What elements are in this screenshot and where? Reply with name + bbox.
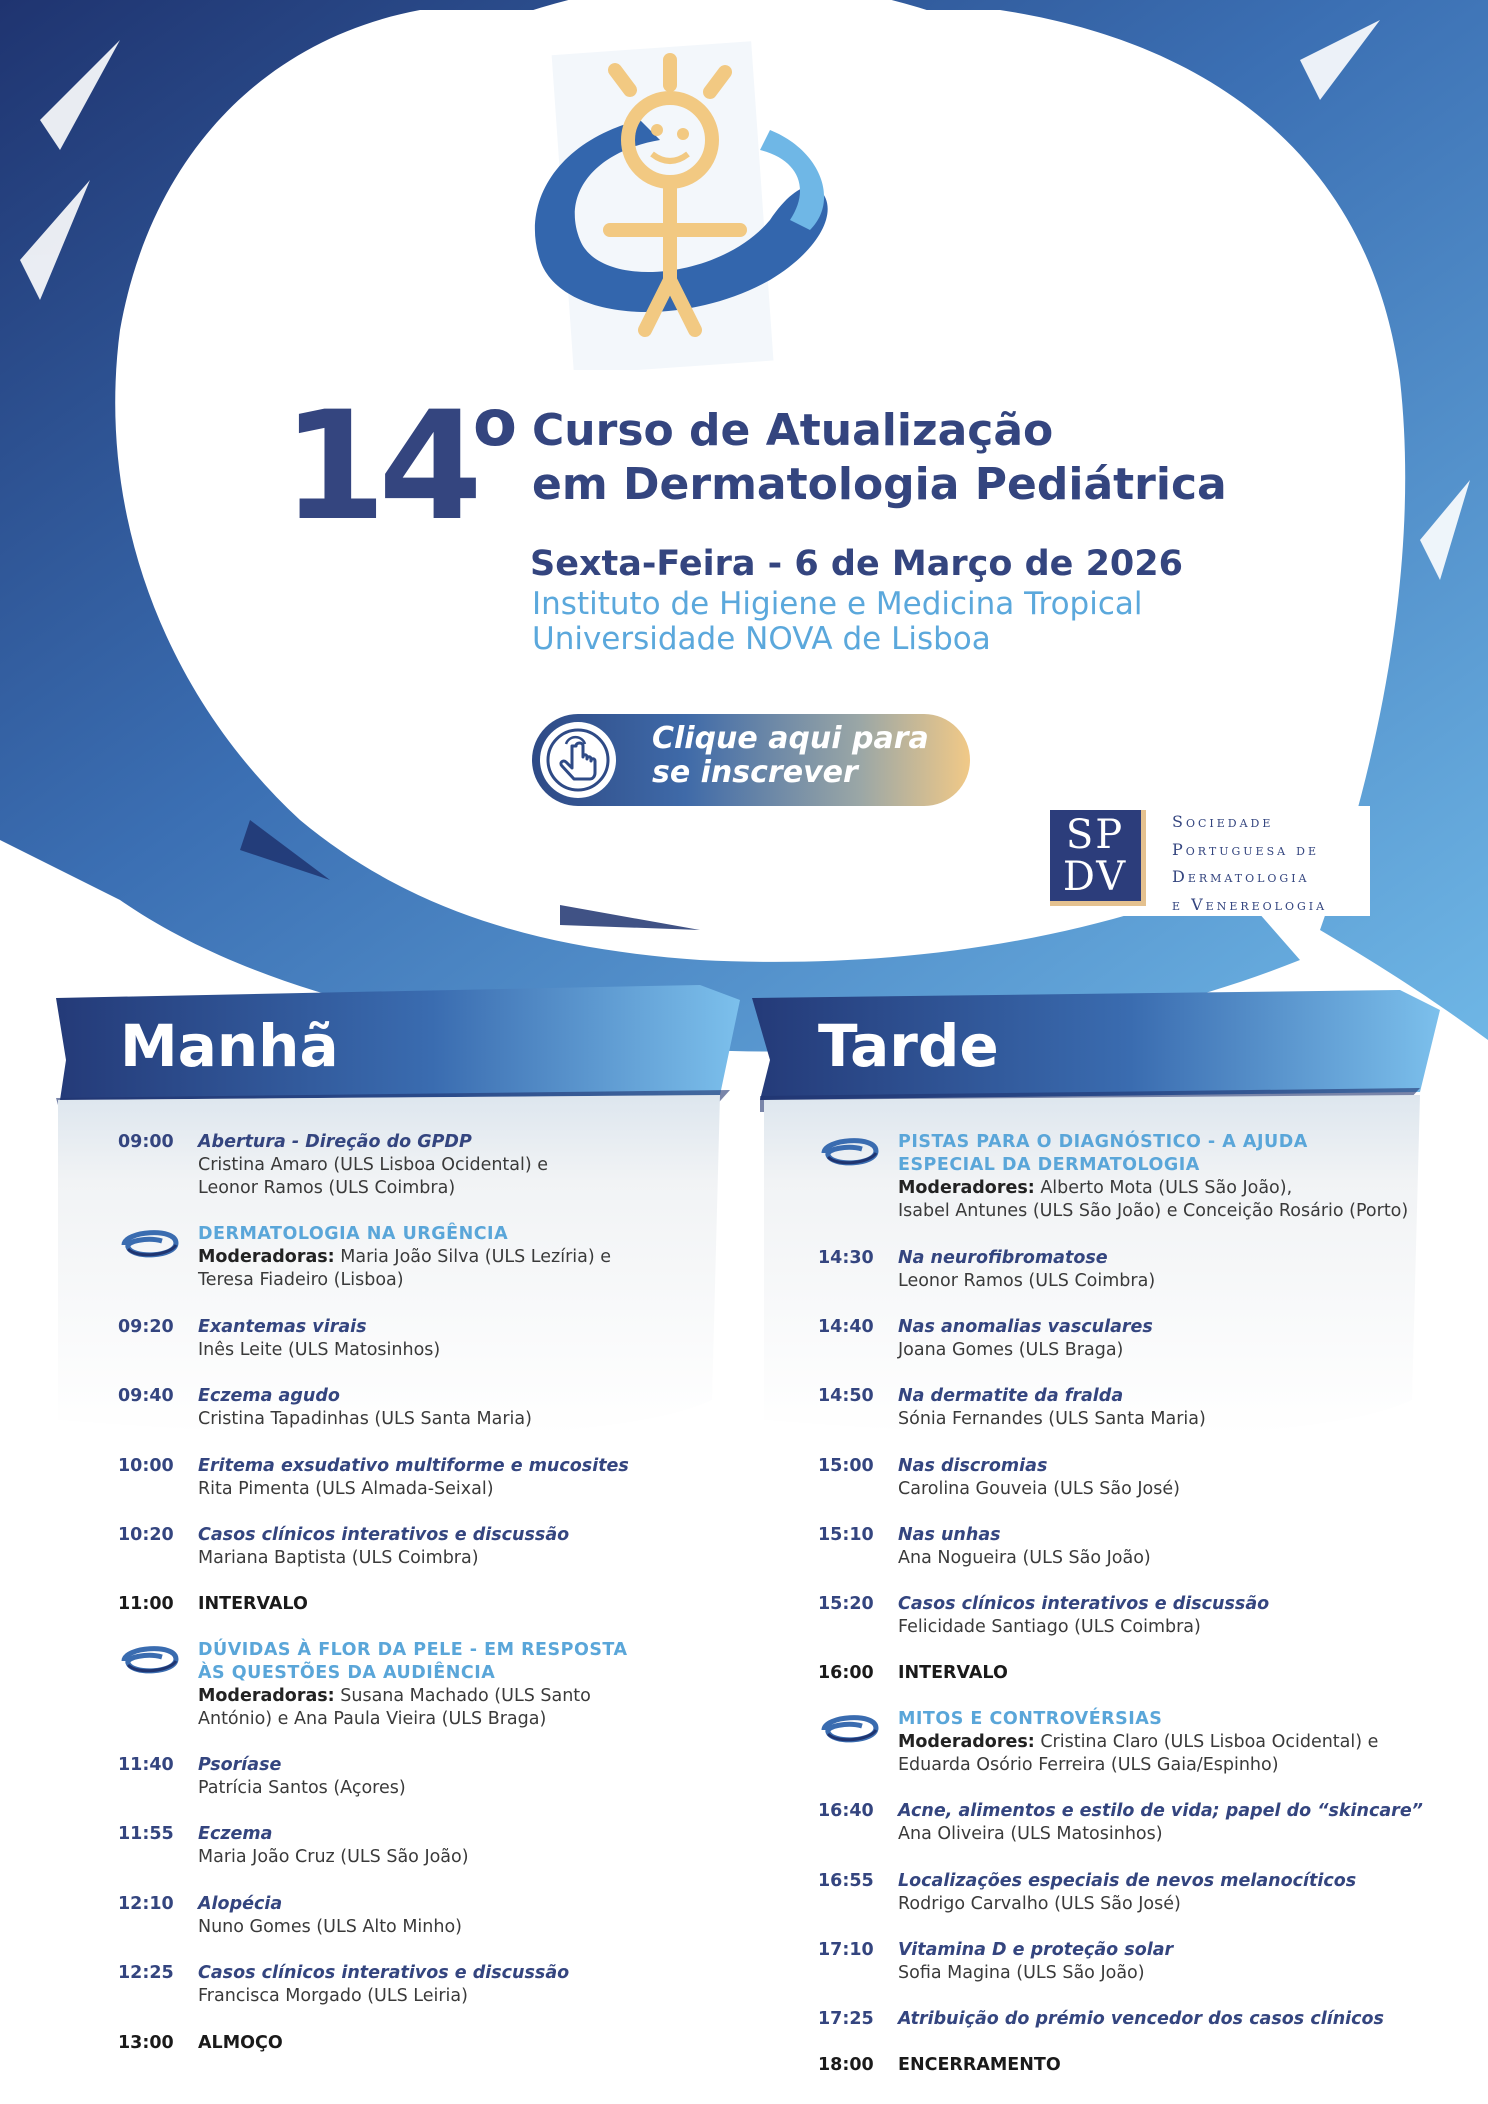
item-speaker: Rodrigo Carvalho (ULS São José) xyxy=(898,1894,1181,1914)
item-speaker: Joana Gomes (ULS Braga) xyxy=(898,1340,1124,1360)
course-title-line1: Curso de Atualização xyxy=(532,405,1054,456)
register-button[interactable] xyxy=(532,714,970,806)
item-title: Acne, alimentos e estilo de vida; papel do “skincare” xyxy=(898,1801,1423,1821)
item-title: Localizações especiais de nevos melanocíticos xyxy=(898,1871,1357,1891)
session-ribbon-icon xyxy=(118,1223,182,1263)
item-speaker: Leonor Ramos (ULS Coimbra) xyxy=(898,1271,1156,1291)
society-name-line: Dermatologia xyxy=(1172,867,1310,886)
item-speaker: Maria João Cruz (ULS São João) xyxy=(198,1847,469,1867)
item-time: 11:55 xyxy=(118,1824,174,1844)
item-time: 12:10 xyxy=(118,1894,174,1914)
hand-pointer-icon xyxy=(540,722,616,798)
item-time: 17:25 xyxy=(818,2009,874,2029)
item-time: 11:00 xyxy=(118,1594,174,1614)
item-title: Psoríase xyxy=(198,1755,282,1775)
session-ribbon-icon xyxy=(818,1708,882,1748)
item-time: 10:20 xyxy=(118,1525,174,1545)
item-speaker: Francisca Morgado (ULS Leiria) xyxy=(198,1986,468,2006)
course-title-line2: em Dermatologia Pediátrica xyxy=(532,459,1227,510)
item-speaker: Rita Pimenta (ULS Almada-Seixal) xyxy=(198,1479,494,1499)
moderators-label: Moderadoras: xyxy=(198,1686,335,1706)
session-ribbon-icon xyxy=(818,1131,882,1171)
moderators-names: António) e Ana Paula Vieira (ULS Braga) xyxy=(198,1709,547,1729)
item-speaker: Inês Leite (ULS Matosinhos) xyxy=(198,1340,441,1360)
item-speaker: Sónia Fernandes (ULS Santa Maria) xyxy=(898,1409,1206,1429)
item-title: Casos clínicos interativos e discussão xyxy=(898,1594,1270,1614)
venue-line2: Universidade NOVA de Lisboa xyxy=(532,621,991,657)
item-speaker: Cristina Tapadinhas (ULS Santa Maria) xyxy=(198,1409,532,1429)
item-time: 10:00 xyxy=(118,1456,174,1476)
monogram-top: SP xyxy=(1065,812,1125,858)
society-name-line: Sociedade xyxy=(1172,812,1274,831)
item-time: 15:10 xyxy=(818,1525,874,1545)
item-title: Vitamina D e proteção solar xyxy=(898,1940,1174,1960)
item-time: 16:55 xyxy=(818,1871,874,1891)
moderators-names: Alberto Mota (ULS São João), xyxy=(1034,1178,1293,1198)
item-speaker: Sofia Magina (ULS São João) xyxy=(898,1963,1145,1983)
item-title: Exantemas virais xyxy=(198,1317,367,1337)
item-title: INTERVALO xyxy=(898,1663,1008,1683)
session-title: DÚVIDAS À FLOR DA PELE - EM RESPOSTA xyxy=(198,1640,628,1660)
item-title: Eritema exsudativo multiforme e mucosites xyxy=(198,1456,629,1476)
item-time: 09:40 xyxy=(118,1386,174,1406)
item-time: 12:25 xyxy=(118,1963,174,1983)
register-label-line2: se inscrever xyxy=(652,755,858,790)
session-title: ESPECIAL DA DERMATOLOGIA xyxy=(898,1155,1200,1175)
moderators-names: Teresa Fiadeiro (Lisboa) xyxy=(198,1270,404,1290)
course-logo xyxy=(520,30,860,370)
item-time: 18:00 xyxy=(818,2055,874,2075)
moderators-names: Susana Machado (ULS Santo xyxy=(334,1686,591,1706)
society-logo xyxy=(1050,806,1370,916)
item-title: INTERVALO xyxy=(198,1594,308,1614)
item-title: Eczema xyxy=(198,1824,273,1844)
item-title: Alopécia xyxy=(198,1894,283,1914)
item-title: Nas anomalias vasculares xyxy=(898,1317,1153,1337)
item-title: ALMOÇO xyxy=(198,2033,283,2053)
item-title: Casos clínicos interativos e discussão xyxy=(198,1963,570,1983)
moderators-label: Moderadores: xyxy=(898,1178,1035,1198)
register-label-line1: Clique aqui para xyxy=(652,721,929,756)
moderators-names: Isabel Antunes (ULS São João) e Conceição Rosário (Porto) xyxy=(898,1201,1409,1221)
item-time: 09:20 xyxy=(118,1317,174,1337)
item-title: Nas discromias xyxy=(898,1456,1048,1476)
item-speaker: Leonor Ramos (ULS Coimbra) xyxy=(198,1178,456,1198)
item-title: Abertura - Direção do GPDP xyxy=(198,1132,472,1152)
item-time: 14:50 xyxy=(818,1386,874,1406)
society-name-line: e Venereologia xyxy=(1172,894,1328,914)
item-speaker: Patrícia Santos (Açores) xyxy=(198,1778,406,1798)
item-time: 14:30 xyxy=(818,1248,874,1268)
item-title: ENCERRAMENTO xyxy=(898,2055,1061,2075)
item-time: 16:40 xyxy=(818,1801,874,1821)
moderators-label: Moderadores: xyxy=(898,1732,1035,1752)
item-title: Atribuição do prémio vencedor dos casos clínicos xyxy=(898,2009,1384,2029)
item-time: 11:40 xyxy=(118,1755,174,1775)
moderators-label: Moderadoras: xyxy=(198,1247,335,1267)
event-date: Sexta-Feira - 6 de Março de 2026 xyxy=(530,544,1183,584)
afternoon-heading: Tarde xyxy=(818,1012,999,1080)
item-time: 15:20 xyxy=(818,1594,874,1614)
session-title: ÀS QUESTÕES DA AUDIÊNCIA xyxy=(198,1663,496,1683)
register-button-label xyxy=(652,722,952,790)
moderators-names: Maria João Silva (ULS Lezíria) e xyxy=(334,1247,612,1267)
item-speaker: Carolina Gouveia (ULS São José) xyxy=(898,1479,1180,1499)
session-title: MITOS E CONTROVÉRSIAS xyxy=(898,1709,1163,1729)
item-speaker: Nuno Gomes (ULS Alto Minho) xyxy=(198,1917,463,1937)
society-name xyxy=(1172,808,1327,918)
morning-heading: Manhã xyxy=(120,1012,339,1080)
session-title: PISTAS PARA O DIAGNÓSTICO - A AJUDA xyxy=(898,1132,1308,1152)
course-title xyxy=(532,404,1227,512)
item-title: Na neurofibromatose xyxy=(898,1248,1108,1268)
item-time: 15:00 xyxy=(818,1456,874,1476)
item-time: 13:00 xyxy=(118,2033,174,2053)
edition-ordinal: o xyxy=(473,387,517,461)
edition-number: 14 xyxy=(282,380,475,554)
item-title: Eczema agudo xyxy=(198,1386,340,1406)
monogram-bottom: DV xyxy=(1062,854,1128,900)
item-speaker: Ana Oliveira (ULS Matosinhos) xyxy=(898,1824,1163,1844)
moderators-names: Cristina Claro (ULS Lisboa Ocidental) e xyxy=(1034,1732,1379,1752)
item-speaker: Cristina Amaro (ULS Lisboa Ocidental) e xyxy=(198,1155,549,1175)
item-time: 09:00 xyxy=(118,1132,174,1152)
venue-line1: Instituto de Higiene e Medicina Tropical xyxy=(532,586,1143,622)
society-name-line: Portuguesa de xyxy=(1172,839,1319,859)
society-monogram xyxy=(1050,810,1146,906)
item-speaker: Mariana Baptista (ULS Coimbra) xyxy=(198,1548,479,1568)
event-venue xyxy=(532,587,1143,657)
item-time: 17:10 xyxy=(818,1940,874,1960)
item-speaker: Ana Nogueira (ULS São João) xyxy=(898,1548,1151,1568)
item-title: Casos clínicos interativos e discussão xyxy=(198,1525,570,1545)
item-title: Nas unhas xyxy=(898,1525,1001,1545)
item-speaker: Felicidade Santiago (ULS Coimbra) xyxy=(898,1617,1201,1637)
item-title: Na dermatite da fralda xyxy=(898,1386,1124,1406)
item-time: 14:40 xyxy=(818,1317,874,1337)
session-title: DERMATOLOGIA NA URGÊNCIA xyxy=(198,1224,509,1244)
session-ribbon-icon xyxy=(118,1639,182,1679)
item-time: 16:00 xyxy=(818,1663,874,1683)
moderators-names: Eduarda Osório Ferreira (ULS Gaia/Espinho) xyxy=(898,1755,1279,1775)
